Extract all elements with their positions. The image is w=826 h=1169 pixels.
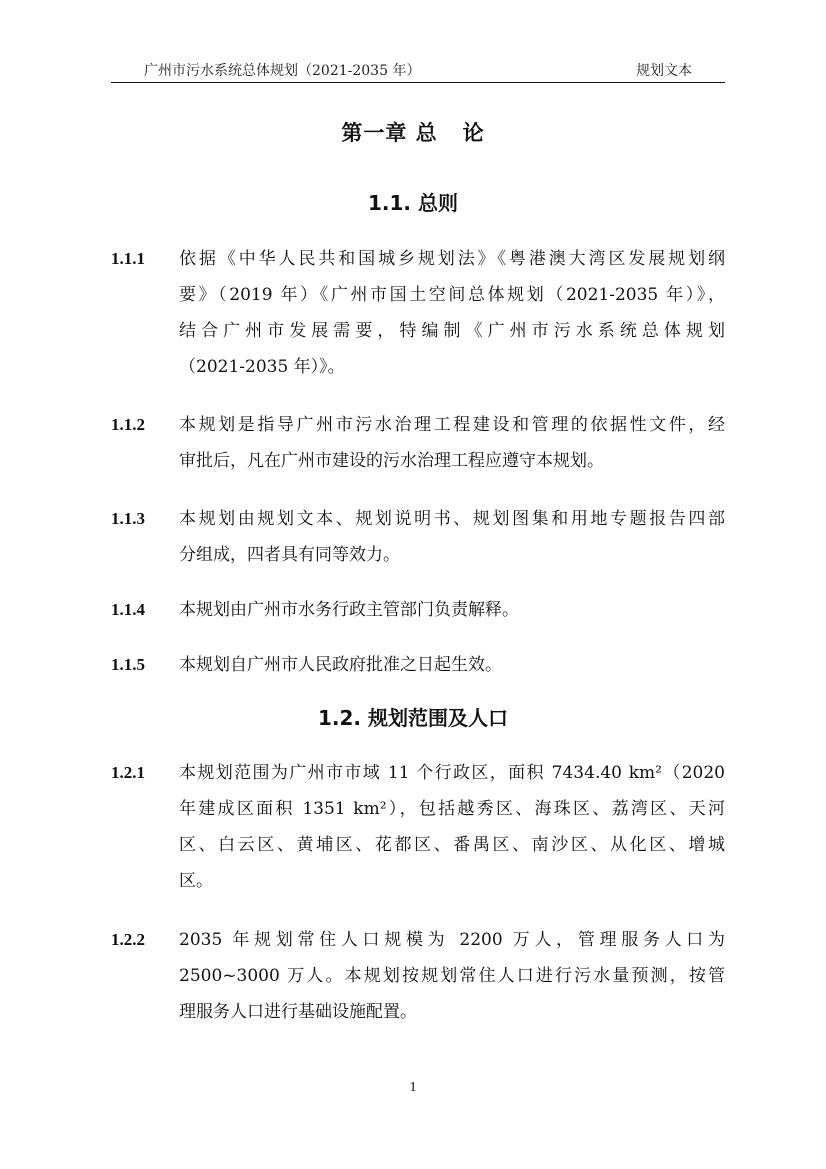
page-header — [111, 60, 725, 83]
clause-text — [179, 241, 725, 385]
clause-line: 理服务人口进行基础设施配置。 — [179, 1002, 417, 1022]
clause-text — [179, 755, 725, 899]
clause-number: 1.2.1 — [111, 763, 145, 782]
clause-line: 依据《中华人民共和国城乡规划法》《粤港澳大湾区发展规划纲 — [179, 249, 725, 269]
clause-line: 2035 年规划常住人口规模为 2200 万人，管理服务人口为 — [179, 930, 725, 950]
clause-number: 1.1.1 — [111, 249, 145, 268]
clause-text — [179, 407, 725, 479]
clause-text — [179, 922, 725, 1030]
clause-number: 1.1.2 — [111, 415, 145, 434]
clause-line: 结合广州市发展需要，特编制《广州市污水系统总体规划 — [179, 321, 725, 341]
clause-line: 本规划范围为广州市市域 11 个行政区，面积 7434.40 km²（2020 — [179, 763, 725, 783]
clause-line: 分组成，四者具有同等效力。 — [179, 545, 400, 565]
clause-line: 要》（2019 年）《广州市国土空间总体规划（2021-2035 年）》， — [179, 285, 725, 305]
header-document-title: 广州市污水系统总体规划（2021-2035 年） — [144, 63, 421, 79]
clause-text — [179, 501, 725, 573]
section-title-scope-population: 1.2. 规划范围及人口 — [318, 706, 508, 730]
clause-text — [179, 647, 725, 683]
clause-line: 审批后，凡在广州市建设的污水治理工程应遵守本规划。 — [179, 451, 604, 471]
clause-number: 1.1.4 — [111, 600, 145, 619]
clause-text — [179, 592, 725, 628]
clause-line: 本规划自广州市人民政府批准之日起生效。 — [179, 655, 502, 675]
clause-line: 区、白云区、黄埔区、花都区、番禺区、南沙区、从化区、增城 — [179, 835, 725, 855]
clause-number: 1.1.5 — [111, 655, 145, 674]
clause-line: （2021-2035 年）》。 — [179, 357, 345, 377]
chapter-title: 第一章 总 论 — [341, 121, 485, 145]
clause-line: 区。 — [179, 871, 213, 891]
clause-line: 本规划由规划文本、规划说明书、规划图集和用地专题报告四部 — [179, 509, 725, 529]
clause-line: 本规划由广州市水务行政主管部门负责解释。 — [179, 600, 519, 620]
clause-line: 年建成区面积 1351 km²），包括越秀区、海珠区、荔湾区、天河 — [179, 799, 725, 819]
clause-line: 2500~3000 万人。本规划按规划常住人口进行污水量预测，按管 — [179, 966, 725, 986]
clause-line: 本规划是指导广州市污水治理工程建设和管理的依据性文件，经 — [179, 415, 725, 435]
clause-number: 1.1.3 — [111, 509, 145, 528]
page-number: 1 — [409, 1080, 417, 1095]
section-title-general: 1.1. 总则 — [368, 191, 458, 215]
clause-number: 1.2.2 — [111, 930, 145, 949]
header-document-type: 规划文本 — [636, 63, 692, 79]
